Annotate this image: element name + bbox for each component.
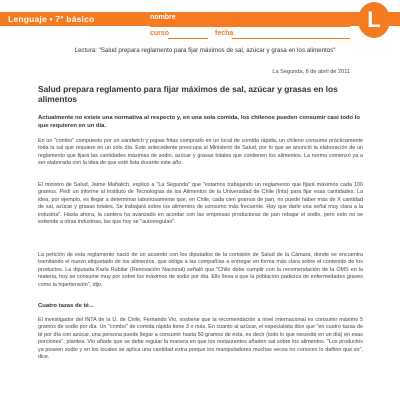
paragraph-2: El ministro de Salud, Jaime Mañalich, explicó a "La Segunda" que "estamos trabajando un reglamento que fijará máximos cada 100 gramos. Pedí un informe al Instituto de Tecnologías de los Alimentos de la Universidad de Chile (Inta) para fijar esas cantidades. La idea, por ejemplo, es llegar a determinar laboriosamente que, en Chile, cada cien gramos de pan, no puede haber más de X cantidad de sal, azúcar y grasas totales. Se trabajará sobre los alimentos de consumo más frecuente. Hay que darle una señal muy clara a la industria". Hasta ahora, la cantera ha avanzado en acordar con las empresas productoras de pan rebajar el sodio, pero esto no se extiende a otras industrias, las que hoy se "autorregulan".	[38, 182, 363, 226]
course-line	[168, 38, 208, 39]
name-label: nombre	[150, 14, 176, 21]
dateline: La Segunda, 6 de abril de 2011	[272, 69, 350, 75]
subject-label: Lenguaje • 7° básico	[8, 14, 95, 24]
paragraph-1: En un "combo" compuesto por un sándwich y papas fritas comprado en un local de comida rápida, un chileno consume prácticamente toda la sal que requiere en un sólo día. Este antecedente preocupa al Ministerio de Salud, por lo que se anunció la elaboración de un reglamento que fijará las cantidades máximas de sodio, azúcar y grasas totales que contienen los alimentos. La norma comenzó ya a ser elaborada con la idea de que esté lista durante este año.	[38, 138, 363, 167]
date-label: fecha	[215, 30, 234, 37]
worksheet-header	[0, 0, 400, 44]
section-subhead: Cuatro tazas de té...	[38, 303, 94, 309]
date-line	[232, 38, 350, 39]
lenguaje-logo-icon: L	[358, 2, 390, 38]
lecture-title: Lectura: "Salud prepara reglamento para fijar máximos de sal, azúcar y grasa en los alimentos"	[74, 47, 336, 54]
article-lead: Actualmente no existe una normativa al respecto y, en una sola comida, los chilenos pueden consumir casi todo lo que requieren en un día.	[38, 115, 360, 129]
paragraph-3: La petición de esta reglamento nació de un acuerdo con los diputados de la comisión de Salud de la Cámara, donde se encuentra tramitando el nuevo etiquetado de los alimentos, que obliga a las compañías a entregar en forma más clara sobre el contenido de los productos. La diputada Karla Rubilar (Renovación Nacional) señaló que "Chile debe cumplir con la recomendación de la OMS en la materia, hoy se consume muy por sobre los máximos de sodio por día. Ello lleva a que la población padezca de enfermedades graves como la hipertensión", dijo.	[38, 252, 363, 288]
course-label: curso	[150, 30, 170, 37]
paragraph-4: El investigador del INTA de la U. de Chile, Fernando Vio, sostiene que la recomendación a nivel internacional es consumir máximo 5 gramos de sodio por día. Un "combo" de comida rápida tiene 3 o más. En cuanto al azúcar, el especialista dice que "en cuatro tazas de té por día con azúcar, una persona puede llegar a consumir hasta 50 gramos de ésta, es decir (todo lo que necesita en un día) en esas porciones", plantea. Vio añade que se debe regular la manera en que los restaurantes añaden sal sobre los alimentos. "Los productos ya poseen sodio y en los locales se aplica una cantidad extra porque los manipuladores muchas veces no conocen lo dañino que es", dice.	[38, 317, 363, 361]
name-line	[150, 26, 350, 27]
article-headline: Salud prepara reglamento para fijar máximos de sal, azúcar y grasas en los alimentos	[38, 84, 338, 104]
